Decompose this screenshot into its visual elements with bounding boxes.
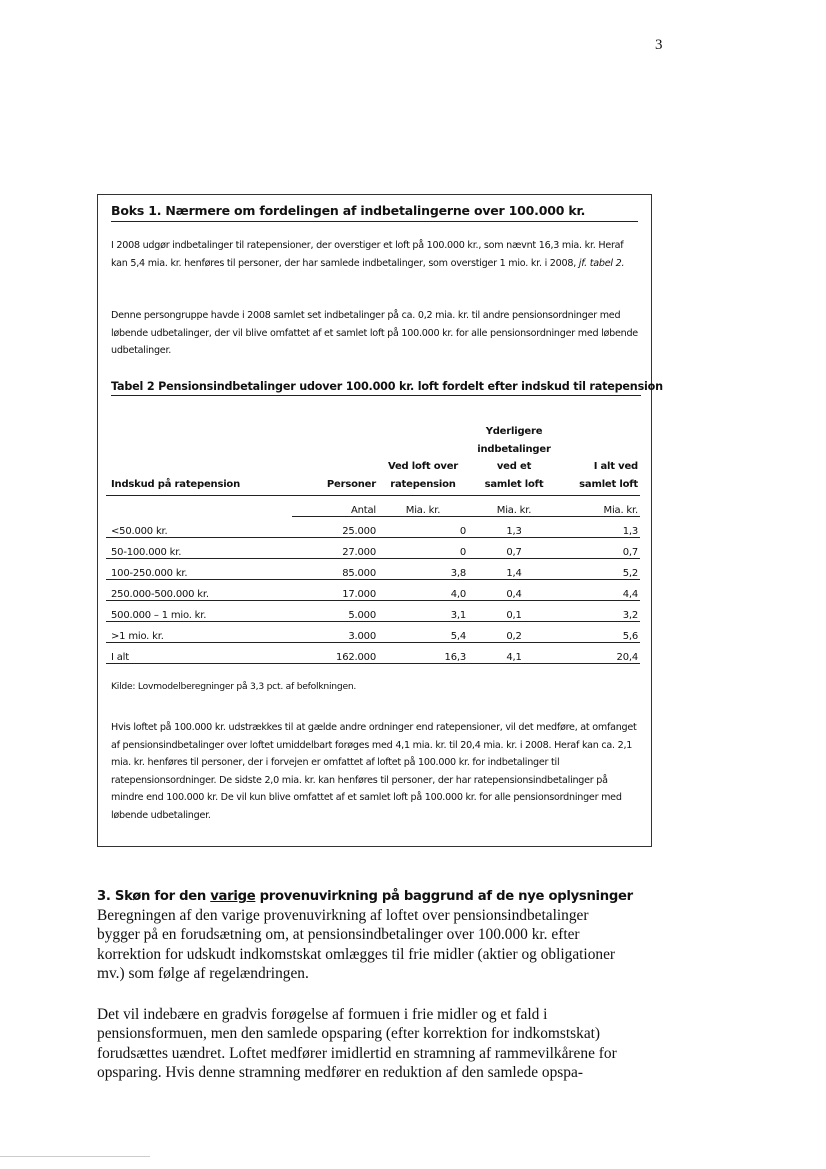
table-cell: 16,3 bbox=[378, 643, 468, 664]
table-cell: 85.000 bbox=[292, 559, 378, 580]
table-cell: 0 bbox=[378, 517, 468, 538]
table-cell: 4,4 bbox=[560, 580, 640, 601]
box-paragraph-1-reference: jf. tabel 2. bbox=[578, 257, 625, 269]
pension-table bbox=[106, 423, 640, 664]
box-paragraph-3: Hvis loftet på 100.000 kr. udstrækkes til at gælde andre ordninger end ratepensioner, vil det medføre, at omfanget af pensionsindbetalinger over loftet umiddelbart forøges med 4,1 mia. kr. til 20,4 mia. kr. i 2008. Heraf kan ca. 2,1 mia. kr. henføres til personer, der i forvejen er omfattet af loftet på 100.000 kr. for indbetalinger til ratepensionsordninger. De sidste 2,0 mia. kr. kan henføres til personer, der har ratepensionsindbetalinger på mindre end 100.000 kr. De vil kun blive omfattet af et samlet loft på 100.000 kr. for alle pensionsordninger med løbende udbetalinger. bbox=[111, 722, 637, 821]
table-cell: 5,2 bbox=[560, 559, 640, 580]
table-row bbox=[106, 559, 640, 580]
body-paragraph-2: Det vil indebære en gradvis forøgelse af formuen i frie midler og et fald i pensionsformuen, men den samlede opsparing (efter korrektion for indkomstskat) forudsættes uændret. Loftet medfører imidlertid en stramning af rammevilkårene for opsparing. Hvis denne stramning medfører en reduktion af den samlede opspa- bbox=[97, 1006, 617, 1081]
table-title: Tabel 2 Pensionsindbetalinger udover 100.000 kr. loft fordelt efter indskud til ratepension bbox=[111, 380, 641, 396]
header-indskud: Indskud på ratepension bbox=[106, 423, 292, 496]
box-paragraph-2: Denne persongruppe havde i 2008 samlet set indbetalinger på ca. 0,2 mia. kr. til andre pensionsordninger med løbende udbetalinger, der vil blive omfattet af et samlet loft på 100.000 kr. for alle pensionsordninger med løbende udbetalinger. bbox=[111, 310, 638, 356]
table-header-row bbox=[106, 423, 640, 496]
table-cell: 3,1 bbox=[378, 601, 468, 622]
row-label: I alt bbox=[106, 643, 292, 664]
unit-cell: Mia. kr. bbox=[468, 496, 560, 517]
row-label: 100-250.000 kr. bbox=[106, 559, 292, 580]
table-cell: 25.000 bbox=[292, 517, 378, 538]
unit-cell: Mia. kr. bbox=[560, 496, 640, 517]
table-source: Kilde: Lovmodelberegninger på 3,3 pct. af befolkningen. bbox=[111, 681, 357, 692]
table-cell: 1,3 bbox=[468, 517, 560, 538]
header-ved-loft: Ved loft over ratepension bbox=[378, 423, 468, 496]
table-units-row bbox=[106, 496, 640, 517]
table-total-row bbox=[106, 643, 640, 664]
row-label: >1 mio. kr. bbox=[106, 622, 292, 643]
table-cell: 5,6 bbox=[560, 622, 640, 643]
table-cell: 20,4 bbox=[560, 643, 640, 664]
unit-cell: Mia. kr. bbox=[378, 496, 468, 517]
table-cell: 3,2 bbox=[560, 601, 640, 622]
table-cell: 5.000 bbox=[292, 601, 378, 622]
table-row bbox=[106, 517, 640, 538]
section-heading: 3. Skøn for den varige provenuvirkning på baggrund af de nye oplysninger bbox=[97, 889, 633, 904]
unit-cell: Antal bbox=[292, 496, 378, 517]
table-row bbox=[106, 538, 640, 559]
table-cell: 0,7 bbox=[468, 538, 560, 559]
footer-divider bbox=[0, 1156, 150, 1157]
table-cell: 3.000 bbox=[292, 622, 378, 643]
table-cell: 17.000 bbox=[292, 580, 378, 601]
table-cell: 5,4 bbox=[378, 622, 468, 643]
table-row bbox=[106, 601, 640, 622]
table-cell: 0,2 bbox=[468, 622, 560, 643]
table-row bbox=[106, 580, 640, 601]
table-row bbox=[106, 622, 640, 643]
box-title: Boks 1. Nærmere om fordelingen af indbetalingerne over 100.000 kr. bbox=[111, 203, 638, 222]
body-paragraph-1: Beregningen af den varige provenuvirkning af loftet over pensionsindbetalinger bygger på en forudsætning om, at pensionsindbetalinger over 100.000 kr. efter korrektion for udskudt indkomstskat omlægges til frie midler (aktier og obligationer mv.) som følge af regelændringen. bbox=[97, 907, 616, 982]
table-cell: 0 bbox=[378, 538, 468, 559]
row-label: 250.000-500.000 kr. bbox=[106, 580, 292, 601]
table-cell: 0,1 bbox=[468, 601, 560, 622]
table-cell: 0,4 bbox=[468, 580, 560, 601]
info-box bbox=[97, 194, 663, 847]
page-number: 3 bbox=[655, 37, 663, 53]
table-cell: 0,7 bbox=[560, 538, 640, 559]
box-paragraph-1-text: I 2008 udgør indbetalinger til ratepensioner, der overstiger et loft på 100.000 kr., som nævnt 16,3 mia. kr. Heraf kan 5,4 mia. kr. henføres til personer, der har samlede indbetalinger, som overstiger 1 mio. kr. i 2008, bbox=[111, 240, 624, 269]
table-cell: 1,4 bbox=[468, 559, 560, 580]
header-i-alt: I alt ved samlet loft bbox=[560, 423, 640, 496]
header-yderligere: Yderligere indbetalinger ved et samlet loft bbox=[468, 423, 560, 496]
table-cell: 27.000 bbox=[292, 538, 378, 559]
table-cell: 162.000 bbox=[292, 643, 378, 664]
header-personer: Personer bbox=[292, 423, 378, 496]
table-cell: 4,0 bbox=[378, 580, 468, 601]
table-cell: 3,8 bbox=[378, 559, 468, 580]
table-cell: 4,1 bbox=[468, 643, 560, 664]
box-paragraph-1 bbox=[111, 237, 641, 272]
table-cell: 1,3 bbox=[560, 517, 640, 538]
row-label: 500.000 – 1 mio. kr. bbox=[106, 601, 292, 622]
row-label: 50-100.000 kr. bbox=[106, 538, 292, 559]
row-label: <50.000 kr. bbox=[106, 517, 292, 538]
